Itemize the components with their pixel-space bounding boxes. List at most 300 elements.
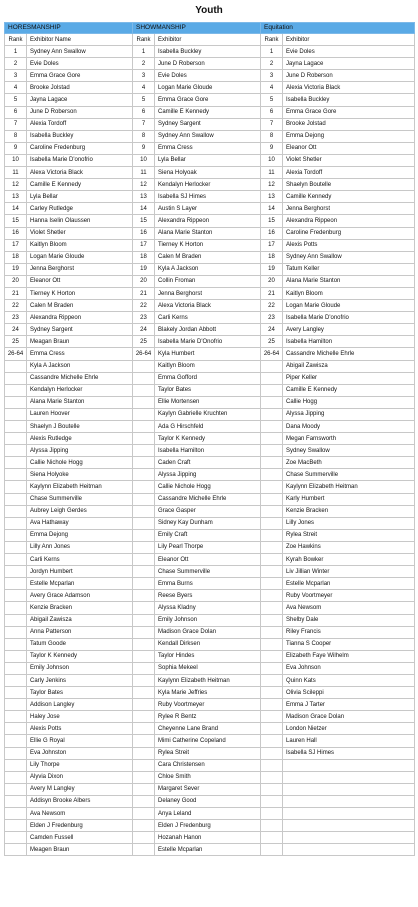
showmanship-rank <box>133 747 155 759</box>
equitation-rank <box>261 808 283 820</box>
horsemanship-exhibitor: Carly Jenkins <box>27 674 133 686</box>
showmanship-exhibitor: Emma Cress <box>155 142 261 154</box>
showmanship-exhibitor: Logan Marie Gloude <box>155 82 261 94</box>
showmanship-rank: 13 <box>133 191 155 203</box>
showmanship-exhibitor: Kyla A Jackson <box>155 263 261 275</box>
showmanship-exhibitor: Eleanor Ott <box>155 554 261 566</box>
showmanship-rank <box>133 735 155 747</box>
showmanship-rank <box>133 650 155 662</box>
showmanship-rank <box>133 674 155 686</box>
horsemanship-rank: 2 <box>5 58 27 70</box>
equitation-exhibitor: Caroline Fredenburg <box>283 227 415 239</box>
table-row <box>5 529 415 541</box>
horsemanship-exhibitor: Ava Newsom <box>27 808 133 820</box>
showmanship-exhibitor: Collin Froman <box>155 275 261 287</box>
table-row <box>5 771 415 783</box>
equitation-rank <box>261 602 283 614</box>
horsemanship-rank: 23 <box>5 312 27 324</box>
horsemanship-exhibitor: Lily Thorpe <box>27 759 133 771</box>
horsemanship-rank <box>5 674 27 686</box>
table-row <box>5 70 415 82</box>
equitation-exhibitor: Emma Dejong <box>283 130 415 142</box>
table-row <box>5 421 415 433</box>
equitation-exhibitor: Alyssa Jipping <box>283 408 415 420</box>
horsemanship-rank <box>5 759 27 771</box>
horsemanship-exhibitor: Isabella Marie D'onofrio <box>27 154 133 166</box>
horsemanship-rank <box>5 421 27 433</box>
showmanship-exhibitor: Emily Johnson <box>155 614 261 626</box>
equitation-rank: 22 <box>261 300 283 312</box>
showmanship-rank <box>133 457 155 469</box>
horsemanship-rank: 4 <box>5 82 27 94</box>
horsemanship-exhibitor: Cassandre Michelle Ehrle <box>27 372 133 384</box>
equitation-exhibitor <box>283 844 415 856</box>
equitation-rank <box>261 457 283 469</box>
horsemanship-rank <box>5 638 27 650</box>
horsemanship-exhibitor: Camille E Kennedy <box>27 179 133 191</box>
showmanship-rank <box>133 372 155 384</box>
horsemanship-rank <box>5 469 27 481</box>
showmanship-rank: 24 <box>133 324 155 336</box>
equitation-exhibitor: Elizabeth Faye Wilhelm <box>283 650 415 662</box>
horsemanship-rank: 24 <box>5 324 27 336</box>
equitation-exhibitor: Kyrah Bowker <box>283 554 415 566</box>
showmanship-rank <box>133 832 155 844</box>
horsemanship-rank: 21 <box>5 287 27 299</box>
equitation-exhibitor: Lauren Hall <box>283 735 415 747</box>
table-row <box>5 566 415 578</box>
equitation-rank: 16 <box>261 227 283 239</box>
showmanship-rank <box>133 614 155 626</box>
horsemanship-exhibitor: Caroline Fredenburg <box>27 142 133 154</box>
table-row <box>5 445 415 457</box>
equitation-exhibitor <box>283 820 415 832</box>
horsemanship-rank <box>5 529 27 541</box>
table-row <box>5 58 415 70</box>
equitation-rank <box>261 372 283 384</box>
equitation-rank <box>261 469 283 481</box>
horsemanship-rank <box>5 711 27 723</box>
equitation-exhibitor: Lilly Jones <box>283 517 415 529</box>
table-row <box>5 674 415 686</box>
showmanship-rank: 11 <box>133 167 155 179</box>
table-row <box>5 493 415 505</box>
table-row <box>5 747 415 759</box>
rank-header: Rank <box>133 34 155 46</box>
showmanship-exhibitor: Isabella Marie D'Onofrio <box>155 336 261 348</box>
showmanship-rank: 19 <box>133 263 155 275</box>
horsemanship-exhibitor: Addisyn Brooke Albers <box>27 795 133 807</box>
equitation-rank <box>261 650 283 662</box>
equitation-exhibitor: Eleanor Ott <box>283 142 415 154</box>
table-row <box>5 336 415 348</box>
equitation-exhibitor: Tatum Keller <box>283 263 415 275</box>
equitation-exhibitor: Piper Keller <box>283 372 415 384</box>
table-row <box>5 300 415 312</box>
equitation-rank: 23 <box>261 312 283 324</box>
table-row <box>5 179 415 191</box>
equitation-rank <box>261 723 283 735</box>
showmanship-rank <box>133 687 155 699</box>
table-row <box>5 275 415 287</box>
horsemanship-exhibitor: Violet Shetler <box>27 227 133 239</box>
horsemanship-exhibitor: Camden Fussell <box>27 832 133 844</box>
showmanship-rank <box>133 638 155 650</box>
showmanship-exhibitor: June D Roberson <box>155 58 261 70</box>
showmanship-rank: 9 <box>133 142 155 154</box>
equitation-exhibitor: Kaitlyn Bloom <box>283 287 415 299</box>
showmanship-rank <box>133 590 155 602</box>
horsemanship-rank <box>5 783 27 795</box>
showmanship-exhibitor: Emma Burns <box>155 578 261 590</box>
showmanship-exhibitor: Camille E Kennedy <box>155 106 261 118</box>
equitation-exhibitor: Shelby Dale <box>283 614 415 626</box>
equitation-rank <box>261 396 283 408</box>
horsemanship-exhibitor: Calen M Braden <box>27 300 133 312</box>
showmanship-exhibitor: Lily Pearl Thorpe <box>155 541 261 553</box>
equitation-exhibitor: Evie Doles <box>283 46 415 58</box>
equitation-rank <box>261 541 283 553</box>
showmanship-rank <box>133 541 155 553</box>
horsemanship-rank <box>5 735 27 747</box>
showmanship-rank: 18 <box>133 251 155 263</box>
horsemanship-rank <box>5 662 27 674</box>
equitation-rank: 1 <box>261 46 283 58</box>
page-title: Youth <box>195 5 223 16</box>
equitation-exhibitor: Riley Francis <box>283 626 415 638</box>
showmanship-exhibitor: Emma Gofford <box>155 372 261 384</box>
showmanship-exhibitor: Hozanah Hanon <box>155 832 261 844</box>
showmanship-rank: 17 <box>133 239 155 251</box>
showmanship-rank <box>133 771 155 783</box>
equitation-exhibitor: Zoe MacBeth <box>283 457 415 469</box>
horsemanship-exhibitor: Emma Grace Gore <box>27 70 133 82</box>
equitation-exhibitor: Ruby Voortmeyer <box>283 590 415 602</box>
horsemanship-exhibitor: Kendalyn Herlocker <box>27 384 133 396</box>
table-row <box>5 687 415 699</box>
showmanship-rank <box>133 529 155 541</box>
equitation-exhibitor: Megan Farnsworth <box>283 433 415 445</box>
showmanship-rank <box>133 469 155 481</box>
equitation-exhibitor: Rylea Streit <box>283 529 415 541</box>
equitation-rank <box>261 820 283 832</box>
horsemanship-rank <box>5 650 27 662</box>
horsemanship-rank: 10 <box>5 154 27 166</box>
showmanship-exhibitor: Isabella Buckley <box>155 46 261 58</box>
table-row <box>5 408 415 420</box>
column-header-row <box>5 34 415 46</box>
horsemanship-exhibitor: Eva Johnston <box>27 747 133 759</box>
horsemanship-rank: 17 <box>5 239 27 251</box>
exhibitor-header: Exhibitor Name <box>27 34 133 46</box>
equitation-exhibitor: Zoe Hawkins <box>283 541 415 553</box>
table-row <box>5 820 415 832</box>
showmanship-rank <box>133 795 155 807</box>
horsemanship-exhibitor: Lilly Ann Jones <box>27 541 133 553</box>
horsemanship-exhibitor: Isabella Buckley <box>27 130 133 142</box>
equitation-exhibitor: Sydney Swallow <box>283 445 415 457</box>
equitation-exhibitor: Alexia Victoria Black <box>283 82 415 94</box>
horsemanship-exhibitor: Sydney Sargent <box>27 324 133 336</box>
horsemanship-rank: 19 <box>5 263 27 275</box>
horsemanship-rank: 11 <box>5 167 27 179</box>
horsemanship-exhibitor: Ava Hathaway <box>27 517 133 529</box>
equitation-rank: 8 <box>261 130 283 142</box>
showmanship-rank: 15 <box>133 215 155 227</box>
horsemanship-rank <box>5 408 27 420</box>
equitation-rank: 3 <box>261 70 283 82</box>
showmanship-rank: 7 <box>133 118 155 130</box>
horsemanship-exhibitor: Alyvia Dixon <box>27 771 133 783</box>
horsemanship-rank <box>5 372 27 384</box>
equitation-exhibitor: Dana Moody <box>283 421 415 433</box>
showmanship-rank: 5 <box>133 94 155 106</box>
showmanship-rank <box>133 493 155 505</box>
equitation-exhibitor: Chase Summerville <box>283 469 415 481</box>
table-row <box>5 130 415 142</box>
horsemanship-rank: 5 <box>5 94 27 106</box>
table-row <box>5 263 415 275</box>
equitation-rank: 18 <box>261 251 283 263</box>
horsemanship-rank <box>5 808 27 820</box>
equitation-rank: 13 <box>261 191 283 203</box>
showmanship-rank <box>133 699 155 711</box>
horsemanship-header: HORESMANSHIP <box>5 23 133 34</box>
horsemanship-rank <box>5 505 27 517</box>
table-row <box>5 662 415 674</box>
horsemanship-exhibitor: Abigail Zawisza <box>27 614 133 626</box>
showmanship-rank: 16 <box>133 227 155 239</box>
equitation-exhibitor: Isabella SJ Himes <box>283 747 415 759</box>
equitation-exhibitor: Karly Humbert <box>283 493 415 505</box>
equitation-rank: 25 <box>261 336 283 348</box>
horsemanship-exhibitor: Shaelyn J Boutelle <box>27 421 133 433</box>
table-row <box>5 626 415 638</box>
showmanship-rank <box>133 723 155 735</box>
equitation-exhibitor: Ava Newsom <box>283 602 415 614</box>
showmanship-exhibitor: Kyla Marie Jeffries <box>155 687 261 699</box>
showmanship-exhibitor: Taylor Bates <box>155 384 261 396</box>
horsemanship-exhibitor: Alyssa Jipping <box>27 445 133 457</box>
showmanship-rank <box>133 602 155 614</box>
equitation-rank <box>261 626 283 638</box>
showmanship-rank <box>133 408 155 420</box>
horsemanship-rank: 14 <box>5 203 27 215</box>
showmanship-rank: 6 <box>133 106 155 118</box>
horsemanship-rank <box>5 360 27 372</box>
showmanship-rank <box>133 662 155 674</box>
horsemanship-exhibitor: Siena Holyoke <box>27 469 133 481</box>
showmanship-exhibitor: Siena Holyoak <box>155 167 261 179</box>
equitation-rank <box>261 505 283 517</box>
showmanship-exhibitor: Kendall Dirksen <box>155 638 261 650</box>
equitation-rank <box>261 614 283 626</box>
horsemanship-rank: 26-64 <box>5 348 27 360</box>
horsemanship-exhibitor: Alexis Potts <box>27 723 133 735</box>
table-row <box>5 106 415 118</box>
equitation-exhibitor: June D Roberson <box>283 70 415 82</box>
equitation-exhibitor: Isabella Buckley <box>283 94 415 106</box>
equitation-exhibitor: Abigail Zawisza <box>283 360 415 372</box>
showmanship-rank: 4 <box>133 82 155 94</box>
horsemanship-exhibitor: Kenzie Bracken <box>27 602 133 614</box>
showmanship-exhibitor: Ada G Hirschfeld <box>155 421 261 433</box>
equitation-rank <box>261 771 283 783</box>
horsemanship-rank <box>5 481 27 493</box>
horsemanship-exhibitor: Jayna Lagace <box>27 94 133 106</box>
equitation-rank <box>261 445 283 457</box>
showmanship-exhibitor: Alexa Victoria Black <box>155 300 261 312</box>
table-row <box>5 191 415 203</box>
section-header-row <box>5 23 415 34</box>
showmanship-exhibitor: Sydney Ann Swallow <box>155 130 261 142</box>
showmanship-exhibitor: Cassandre Michelle Ehrle <box>155 493 261 505</box>
horsemanship-rank: 15 <box>5 215 27 227</box>
equitation-exhibitor: Eva Johnson <box>283 662 415 674</box>
equitation-exhibitor: Tianna S Cooper <box>283 638 415 650</box>
showmanship-exhibitor: Sidney Kay Dunham <box>155 517 261 529</box>
showmanship-rank <box>133 433 155 445</box>
horsemanship-exhibitor: Elden J Fredenburg <box>27 820 133 832</box>
equitation-exhibitor: Alexis Potts <box>283 239 415 251</box>
horsemanship-exhibitor: Meagan Braun <box>27 336 133 348</box>
horsemanship-rank <box>5 687 27 699</box>
horsemanship-rank <box>5 541 27 553</box>
equitation-exhibitor <box>283 759 415 771</box>
rank-header: Rank <box>5 34 27 46</box>
horsemanship-exhibitor: Alexandra Rippeon <box>27 312 133 324</box>
equitation-exhibitor: Callie Hogg <box>283 396 415 408</box>
equitation-exhibitor: Alexia Tordoff <box>283 167 415 179</box>
equitation-exhibitor: Estelle Mcparlan <box>283 578 415 590</box>
showmanship-exhibitor: Rylea Streit <box>155 747 261 759</box>
table-row <box>5 384 415 396</box>
showmanship-exhibitor: Alyssa Kladny <box>155 602 261 614</box>
equitation-exhibitor: Camille Kennedy <box>283 191 415 203</box>
horsemanship-rank: 6 <box>5 106 27 118</box>
horsemanship-rank: 20 <box>5 275 27 287</box>
equitation-rank <box>261 832 283 844</box>
table-row <box>5 650 415 662</box>
showmanship-exhibitor: Taylor Hindes <box>155 650 261 662</box>
horsemanship-exhibitor: Hanna Iselin Olaussen <box>27 215 133 227</box>
equitation-rank <box>261 662 283 674</box>
horsemanship-exhibitor: Taylor Bates <box>27 687 133 699</box>
equitation-rank: 21 <box>261 287 283 299</box>
table-row <box>5 82 415 94</box>
showmanship-rank <box>133 578 155 590</box>
showmanship-rank <box>133 421 155 433</box>
showmanship-exhibitor: Kaylynn Elizabeth Heitman <box>155 674 261 686</box>
horsemanship-rank <box>5 493 27 505</box>
equitation-exhibitor: Quinn Kats <box>283 674 415 686</box>
showmanship-rank: 8 <box>133 130 155 142</box>
showmanship-exhibitor: Cheyenne Lane Brand <box>155 723 261 735</box>
horsemanship-rank: 12 <box>5 179 27 191</box>
equitation-rank: 15 <box>261 215 283 227</box>
horsemanship-exhibitor: Logan Marie Gloude <box>27 251 133 263</box>
table-row <box>5 783 415 795</box>
rank-header: Rank <box>261 34 283 46</box>
equitation-rank <box>261 433 283 445</box>
showmanship-exhibitor: Anya Leland <box>155 808 261 820</box>
horsemanship-rank <box>5 554 27 566</box>
horsemanship-exhibitor: Taylor K Kennedy <box>27 650 133 662</box>
equitation-exhibitor: Jenna Berghorst <box>283 203 415 215</box>
table-row <box>5 396 415 408</box>
table-row <box>5 227 415 239</box>
equitation-exhibitor: Kenzie Bracken <box>283 505 415 517</box>
horsemanship-exhibitor: Eleanor Ott <box>27 275 133 287</box>
horsemanship-exhibitor: Tatum Goode <box>27 638 133 650</box>
equitation-exhibitor <box>283 808 415 820</box>
equitation-rank <box>261 554 283 566</box>
showmanship-rank <box>133 505 155 517</box>
table-row <box>5 711 415 723</box>
showmanship-rank: 26-64 <box>133 348 155 360</box>
showmanship-exhibitor: Caden Craft <box>155 457 261 469</box>
horsemanship-rank: 8 <box>5 130 27 142</box>
equitation-exhibitor: Kaylynn Elizabeth Heitman <box>283 481 415 493</box>
showmanship-rank: 20 <box>133 275 155 287</box>
equitation-rank: 5 <box>261 94 283 106</box>
horsemanship-exhibitor: Lyla Bellar <box>27 191 133 203</box>
horsemanship-exhibitor: Emma Cress <box>27 348 133 360</box>
showmanship-exhibitor: Sydney Sargent <box>155 118 261 130</box>
horsemanship-exhibitor: Tierney K Horton <box>27 287 133 299</box>
table-row <box>5 735 415 747</box>
table-row <box>5 203 415 215</box>
horsemanship-exhibitor: Alexia Tordoff <box>27 118 133 130</box>
horsemanship-rank <box>5 626 27 638</box>
showmanship-rank <box>133 481 155 493</box>
equitation-rank <box>261 735 283 747</box>
equitation-exhibitor: Alexandra Rippeon <box>283 215 415 227</box>
table-row <box>5 699 415 711</box>
showmanship-exhibitor: Alyssa Jipping <box>155 469 261 481</box>
showmanship-exhibitor: Ruby Voortmeyer <box>155 699 261 711</box>
equitation-exhibitor: Isabella Marie D'onofrio <box>283 312 415 324</box>
table-row <box>5 590 415 602</box>
equitation-rank <box>261 578 283 590</box>
horsemanship-exhibitor: Alana Marie Stanton <box>27 396 133 408</box>
showmanship-exhibitor: Emma Grace Gore <box>155 94 261 106</box>
results-table <box>4 22 415 856</box>
exhibitor-header: Exhibitor <box>283 34 415 46</box>
showmanship-exhibitor: Kaitlyn Bloom <box>155 360 261 372</box>
showmanship-exhibitor: Elden J Fredenburg <box>155 820 261 832</box>
equitation-exhibitor: Emma J Tarter <box>283 699 415 711</box>
horsemanship-exhibitor: Anna Patterson <box>27 626 133 638</box>
horsemanship-rank <box>5 590 27 602</box>
equitation-rank <box>261 481 283 493</box>
equitation-exhibitor <box>283 832 415 844</box>
table-row <box>5 602 415 614</box>
table-row <box>5 142 415 154</box>
table-row <box>5 614 415 626</box>
showmanship-rank: 25 <box>133 336 155 348</box>
horsemanship-exhibitor: Estelle Mcparlan <box>27 578 133 590</box>
horsemanship-exhibitor: Kaylynn Elizabeth Heitman <box>27 481 133 493</box>
showmanship-rank: 14 <box>133 203 155 215</box>
exhibitor-header: Exhibitor <box>155 34 261 46</box>
equitation-rank <box>261 360 283 372</box>
equitation-rank <box>261 408 283 420</box>
table-row <box>5 360 415 372</box>
showmanship-rank <box>133 626 155 638</box>
showmanship-rank: 1 <box>133 46 155 58</box>
horsemanship-rank <box>5 433 27 445</box>
